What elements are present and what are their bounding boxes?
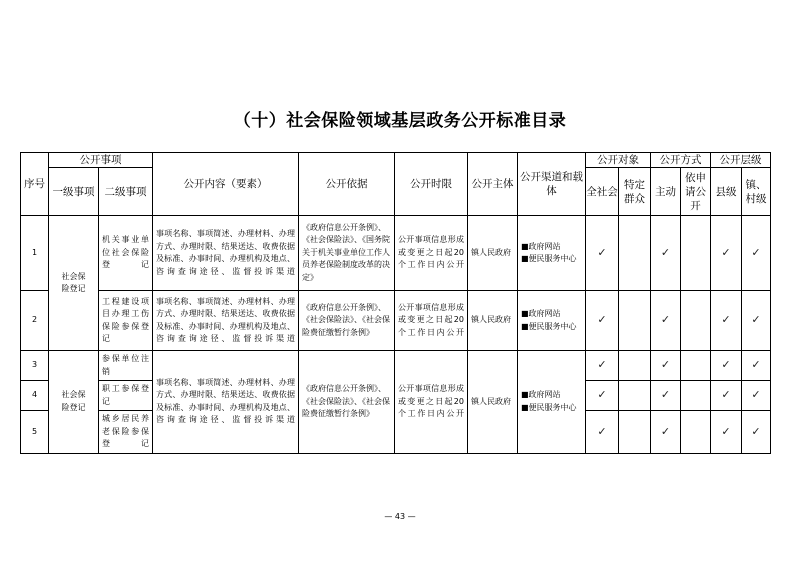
header-target-specific: 特定群众 xyxy=(619,168,651,216)
row-channel xyxy=(518,291,586,351)
header-level1: 一级事项 xyxy=(49,168,99,216)
row-seq: 3 xyxy=(21,351,49,381)
page-title: （十）社会保险领域基层政务公开标准目录 xyxy=(233,111,567,131)
header-level2: 二级事项 xyxy=(99,168,153,216)
header-level-county: 县级 xyxy=(711,168,742,216)
header-method-request: 依申请公开 xyxy=(681,168,711,216)
table-row xyxy=(21,351,771,381)
mark-target-all: ✓ xyxy=(586,381,619,411)
row-level1: 社会保险登记 xyxy=(49,351,99,454)
mark-level-town: ✓ xyxy=(742,381,771,411)
row-level2: 职工参保登记 xyxy=(99,381,153,411)
channel-website: ■政府网站 xyxy=(521,390,561,400)
mark-target-all: ✓ xyxy=(586,411,619,454)
header-basis: 公开依据 xyxy=(299,153,395,216)
mark-target-all: ✓ xyxy=(586,216,619,291)
header-public-item: 公开事项 xyxy=(49,153,153,168)
mark-method-active: ✓ xyxy=(651,216,681,291)
header-content: 公开内容（要素） xyxy=(153,153,299,216)
header-method: 公开方式 xyxy=(651,153,711,168)
row-time-limit: 公开事项信息形成或变更之日起20个工作日内公开 xyxy=(395,351,468,454)
row-seq: 5 xyxy=(21,411,49,454)
mark-level-town: ✓ xyxy=(742,351,771,381)
header-subject: 公开主体 xyxy=(468,153,518,216)
header-time-limit: 公开时限 xyxy=(395,153,468,216)
mark-method-active: ✓ xyxy=(651,351,681,381)
mark-method-request xyxy=(681,291,711,351)
channel-service-center: ■便民服务中心 xyxy=(521,254,577,263)
row-basis: 《政府信息公开条例》、《社会保险法》、《社会保险费征缴暂行条例》 xyxy=(299,351,395,454)
mark-level-county: ✓ xyxy=(711,411,742,454)
mark-level-county: ✓ xyxy=(711,351,742,381)
mark-method-active: ✓ xyxy=(651,291,681,351)
channel-service-center: ■便民服务中心 xyxy=(521,321,577,331)
mark-method-request xyxy=(681,411,711,454)
row-level2: 工程建设项目办理工伤保险参保登记 xyxy=(99,291,153,351)
mark-level-town: ✓ xyxy=(742,216,771,291)
row-content: 事项名称、事项简述、办理材料、办理方式、办理时限、结果送达、收费依据及标准、办事时间、办理机构及地点、咨询查询途径、监督投诉渠道 xyxy=(153,216,299,291)
mark-target-specific xyxy=(619,381,651,411)
channel-website: ■政府网站 xyxy=(521,241,561,251)
mark-method-active: ✓ xyxy=(651,381,681,411)
channel-website: ■政府网站 xyxy=(521,309,561,318)
channel-service-center: ■便民服务中心 xyxy=(521,402,577,412)
mark-target-specific xyxy=(619,351,651,381)
row-level2: 城乡居民养老保险参保登记 xyxy=(99,411,153,454)
mark-target-specific xyxy=(619,216,651,291)
table-row xyxy=(21,291,771,351)
row-content: 事项名称、事项简述、办理材料、办理方式、办理时限、结果送达、收费依据及标准、办事时间、办理机构及地点、咨询查询途径、监督投诉渠道 xyxy=(153,291,299,351)
row-basis: 《政府信息公开条例》、《社会保险法》、《国务院关于机关事业单位工作人员养老保险制度改革的决定》 xyxy=(299,216,395,291)
row-seq: 4 xyxy=(21,381,49,411)
row-level1: 社会保险登记 xyxy=(49,216,99,351)
row-subject: 镇人民政府 xyxy=(468,216,518,291)
mark-method-request xyxy=(681,381,711,411)
mark-level-county: ✓ xyxy=(711,381,742,411)
header-method-active: 主动 xyxy=(651,168,681,216)
page-number: — 43 — xyxy=(384,512,416,521)
header-seq: 序号 xyxy=(21,153,49,216)
mark-method-active: ✓ xyxy=(651,411,681,454)
mark-level-county: ✓ xyxy=(711,291,742,351)
row-time-limit: 公开事项信息形成或变更之日起20个工作日内公开 xyxy=(395,216,468,291)
header-level-town: 镇、村级 xyxy=(742,168,771,216)
header-target: 公开对象 xyxy=(586,153,651,168)
row-subject: 镇人民政府 xyxy=(468,291,518,351)
mark-target-specific xyxy=(619,291,651,351)
row-level2: 机关事业单位社会保险登记 xyxy=(99,216,153,291)
row-channel xyxy=(518,216,586,291)
mark-target-all: ✓ xyxy=(586,351,619,381)
row-basis: 《政府信息公开条例》、《社会保险法》、《社会保险费征缴暂行条例》 xyxy=(299,291,395,351)
catalog-table xyxy=(20,152,771,454)
row-level2: 参保单位注销 xyxy=(99,351,153,381)
mark-target-specific xyxy=(619,411,651,454)
mark-level-town: ✓ xyxy=(742,291,771,351)
mark-method-request xyxy=(681,351,711,381)
header-target-all: 全社会 xyxy=(586,168,619,216)
header-level: 公开层级 xyxy=(711,153,771,168)
row-content: 事项名称、事项简述、办理材料、办理方式、办理时限、结果送达、收费依据及标准、办事时间、办理机构及地点、咨询查询途径、监督投诉渠道 xyxy=(153,351,299,454)
mark-level-town: ✓ xyxy=(742,411,771,454)
header-channel: 公开渠道和载体 xyxy=(518,153,586,216)
row-seq: 1 xyxy=(21,216,49,291)
mark-target-all: ✓ xyxy=(586,291,619,351)
row-subject: 镇人民政府 xyxy=(468,351,518,454)
row-time-limit: 公开事项信息形成或变更之日起20个工作日内公开 xyxy=(395,291,468,351)
row-seq: 2 xyxy=(21,291,49,351)
mark-level-county: ✓ xyxy=(711,216,742,291)
row-channel xyxy=(518,351,586,454)
table-row xyxy=(21,216,771,291)
mark-method-request xyxy=(681,216,711,291)
